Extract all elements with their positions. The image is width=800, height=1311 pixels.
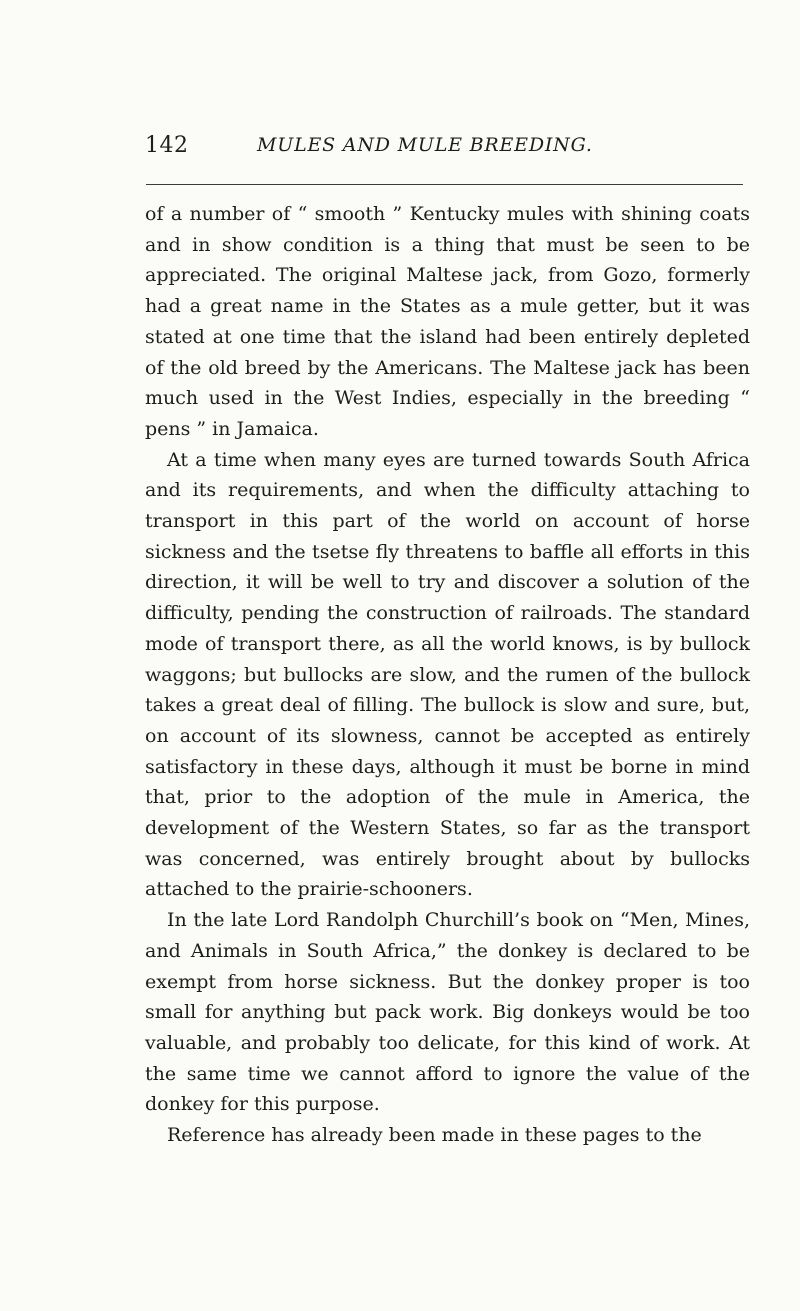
running-title: MULES AND MULE BREEDING. [257, 134, 593, 156]
header-rule [146, 184, 743, 185]
page-number: 142 [145, 133, 189, 158]
paragraph-south-africa-transport: At a time when many eyes are turned towards South Africa and its requirements, and when the difficulty attaching to transport in this part of the world on account of horse sickness and the tsetse fly threatens to baffle all efforts in this direction, it will be well to try and discover a solution of the difficulty, pending the construction of railroads. The standard mode of transport there, as all the world knows, is by bullock waggons; but bullocks are slow, and the rumen of the bullock takes a great deal of filling. The bullock is slow and sure, but, on account of its slowness, cannot be accepted as entirely satisfactory in these days, although it must be borne in mind that, prior to the adoption of the mule in America, the development of the Western States, so far as the transport was concerned, was entirely brought about by bullocks attached to the prairie-schooners. [145, 448, 750, 901]
paragraph-continuation: of a number of “ smooth ” Kentucky mules with shining coats and in show condition is a thing that must be seen to be appreciated. The original Maltese jack, from Gozo, formerly had a great name in the States as a mule getter, but it was stated at one time that the island had been entirely depleted of the old breed by the Americans. The Maltese jack has been much used in the West Indies, especially in the breeding “ pens ” in Jamaica. [145, 203, 750, 440]
paragraph-churchill-donkey: In the late Lord Randolph Churchill’s book on “Men, Mines, and Animals in South Africa,” the donkey is declared to be exempt from horse sickness. But the donkey proper is too small for anything but pack work. Big donkeys would be too valuable, and probably too delicate, for this kind of work. At the same time we cannot afford to ignore the value of the donkey for this purpose. [145, 909, 750, 1116]
body-text [145, 199, 750, 1151]
paragraph-reference: Reference has already been made in these pages to the [167, 1124, 702, 1147]
page-header [145, 126, 745, 166]
